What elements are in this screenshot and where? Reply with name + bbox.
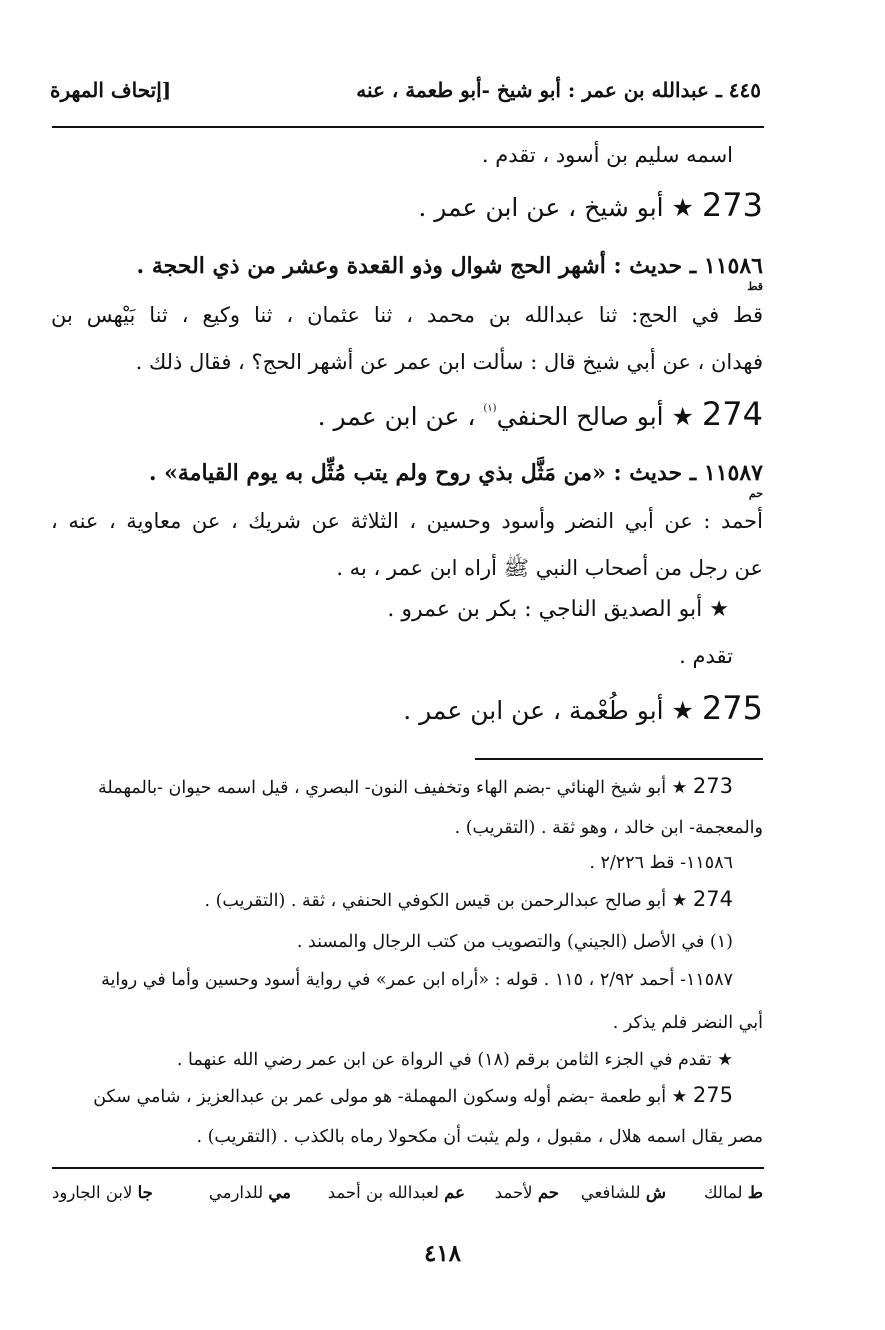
legend-rule [52, 1167, 764, 1169]
entry-text: ★ أبو شيخ ، عن ابن عمر . [418, 193, 694, 222]
legend-item [704, 1183, 763, 1202]
running-header-title: ٤٤٥ ـ عبدالله بن عمر : أبو شيخ -أبو طعمة ، عنه [356, 78, 761, 102]
footnote-note-1: (١) في الأصل (الجيني) والتصويب من كتب الرجال والمسند . [296, 932, 733, 952]
siglum-mark: حم [748, 487, 763, 500]
entry-text: ، عن ابن عمر . [317, 402, 484, 431]
page-number: ٤١٨ [423, 1240, 462, 1267]
isnad-line: فهدان ، عن أبي شيخ قال : سألت ابن عمر عن أشهر الحج؟ ، فقال ذلك . [135, 350, 763, 374]
header-rule [52, 126, 764, 128]
entry-number: 275 [701, 689, 763, 727]
footnote-11587: ١١٥٨٧- أحمد ٢/٩٢ ، ١١٥ . قوله : «أراه ابن عمر» في رواية أسود وحسين وأما في رواية [101, 970, 733, 990]
footnote-273 [98, 774, 733, 798]
footnote-274 [204, 887, 733, 911]
legend-abbr: عم [444, 1183, 465, 1202]
footnote-rule [475, 758, 763, 760]
legend-item [52, 1183, 153, 1202]
narrator-entry-275 [403, 689, 763, 727]
legend-abbr: مي [268, 1183, 291, 1202]
footnote-number: 273 [692, 774, 733, 798]
legend-desc: لابن الجارود [52, 1183, 133, 1202]
legend-item [581, 1183, 666, 1202]
legend-abbr: ط [747, 1183, 763, 1202]
hadith-title-11587: ١١٥٨٧ ـ حديث : «من مَثَّل بذي روح ولم يتب مُثِّل به يوم القيامة» . [148, 460, 763, 486]
legend-desc: للدارمي [208, 1183, 264, 1202]
entry-text: ★ أبو طُعْمة ، عن ابن عمر . [403, 696, 694, 725]
footnote-text: ★ أبو شيخ الهنائي -بضم الهاء وتخفيف النون- البصري ، قيل اسمه حيوان -بالمهملة [98, 778, 688, 798]
legend-desc: لعبدالله بن أحمد [327, 1183, 439, 1202]
entry-number: 273 [701, 186, 763, 224]
footnote-star: ★ تقدم في الجزء الثامن برقم (١٨) في الرواة عن ابن عمر رضي الله عنهما . [176, 1050, 733, 1070]
footnote-text: ★ أبو طعمة -بضم أوله وسكون المهملة- هو مولى عمر بن عبدالعزيز ، شامي سكن [93, 1087, 688, 1107]
legend-abbr: حم [537, 1183, 559, 1202]
legend-item [328, 1183, 465, 1202]
footnote-text: ★ أبو صالح عبدالرحمن بن قيس الكوفي الحنفي ، ثقة . (التقريب) . [204, 891, 688, 911]
isnad-line: قط في الحج: ثنا عبدالله بن محمد ، ثنا عثمان ، ثنا وكيع ، ثنا بَيْهس بن [51, 303, 763, 327]
legend-abbr: ش [645, 1183, 666, 1202]
legend-desc: للشافعي [580, 1183, 641, 1202]
narrator-entry-273 [418, 186, 763, 224]
text-line: اسمه سليم بن أسود ، تقدم . [481, 143, 733, 167]
legend-desc: لأحمد [494, 1183, 533, 1202]
isnad-line: أحمد : عن أبي النضر وأسود وحسين ، الثلاثة عن شريك ، عن معاوية ، عنه ، [51, 509, 763, 533]
hadith-title-11586: ١١٥٨٦ ـ حديث : أشهر الحج شوال وذو القعدة وعشر من ذي الحجة . [136, 253, 763, 279]
running-header-book: [إتحاف المهرة [50, 78, 172, 102]
footnote-number: 274 [692, 887, 733, 911]
footnote-reference: (١) [483, 403, 497, 414]
legend-desc: لمالك [703, 1183, 743, 1202]
footnote-line: والمعجمة- ابن خالد ، وهو ثقة . (التقريب) . [454, 818, 763, 838]
footnote-275 [93, 1083, 733, 1107]
text-line: تقدم . [679, 644, 733, 668]
legend-item [209, 1183, 291, 1202]
siglum-mark: قط [747, 280, 763, 293]
legend-abbr: جا [137, 1183, 153, 1202]
entry-text: ★ أبو صالح الحنفي [496, 402, 694, 431]
narrator-entry-siddiq: ★ أبو الصديق الناجي : بكر بن عمرو . [387, 597, 729, 622]
footnote-11586: ١١٥٨٦- قط ٢/٢٢٦ . [589, 853, 733, 873]
narrator-entry-274 [318, 395, 763, 433]
footnote-line: أبي النضر فلم يذكر . [612, 1013, 763, 1033]
footnote-number: 275 [692, 1083, 733, 1107]
entry-number: 274 [701, 395, 763, 433]
footnote-line: مصر يقال اسمه هلال ، مقبول ، ولم يثبت أن مكحولا رماه بالكذب . (التقريب) . [196, 1127, 763, 1147]
isnad-line: عن رجل من أصحاب النبي ﷺ أراه ابن عمر ، به . [336, 556, 763, 580]
legend-item [495, 1183, 559, 1202]
